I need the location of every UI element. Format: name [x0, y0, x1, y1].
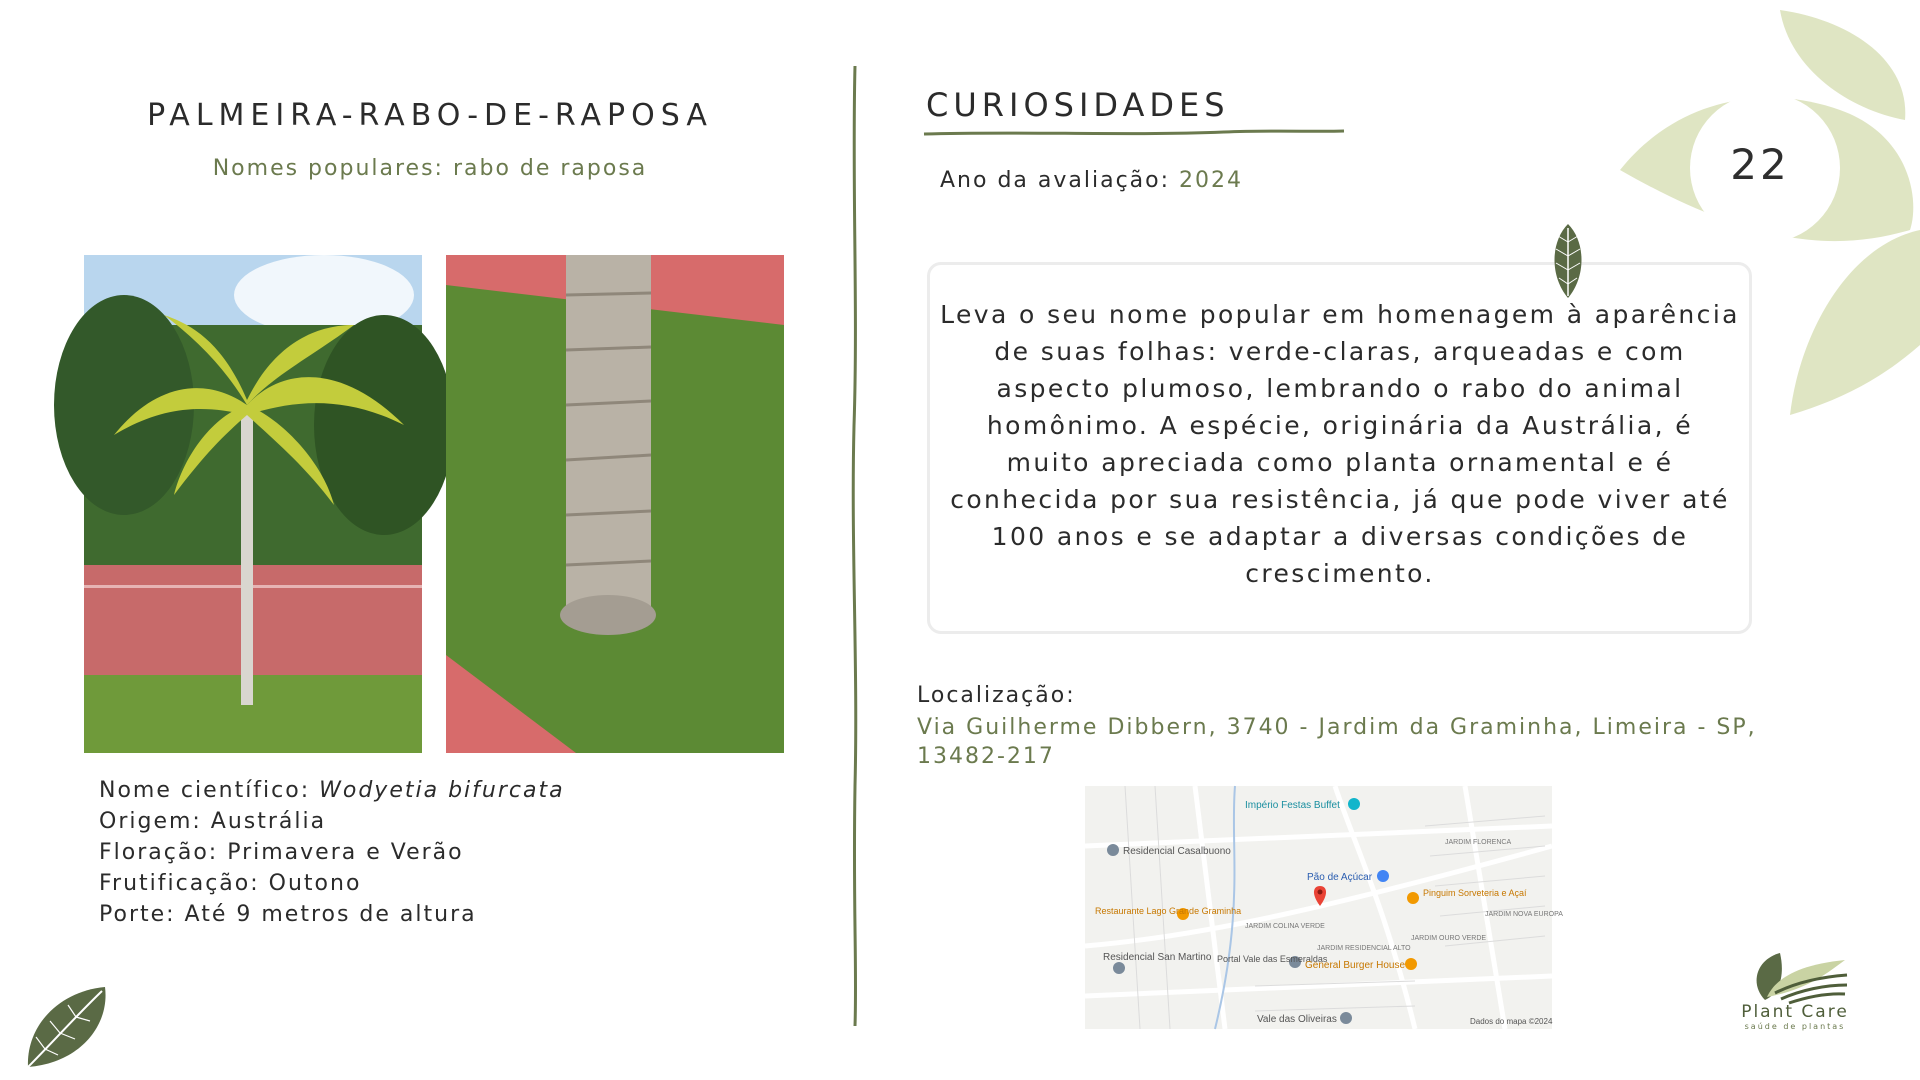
map-label-sanmartino: Residencial San Martino [1103, 952, 1212, 963]
location-address: Via Guilherme Dibbern, 3740 - Jardim da Graminha, Limeira - SP, 13482-217 [917, 715, 1757, 769]
map-label-pao: Pão de Açúcar [1307, 872, 1373, 883]
map-label-residencial-alto: JARDIM RESIDENCIAL ALTO [1317, 945, 1411, 952]
plant-care-logo [1735, 945, 1855, 1005]
fact-label: Nome científico: [99, 778, 320, 803]
column-divider [850, 66, 860, 1026]
map-label-imperio: Império Festas Buffet [1245, 800, 1340, 811]
photo-palm-tree [84, 255, 422, 753]
map-credit: Dados do mapa ©2024 [1470, 1017, 1553, 1026]
fact-scientific-name [99, 775, 565, 806]
map-label-portal: Portal Vale das Esmeraldas [1217, 954, 1328, 964]
location-map[interactable] [1085, 786, 1563, 1029]
title-underline [924, 128, 1344, 138]
curiosidades-title: CURIOSIDADES [926, 86, 1230, 124]
brand-name: Plant Care [1741, 1002, 1849, 1022]
map-label-pinguim: Pinguim Sorveteria e Açaí [1423, 888, 1527, 898]
map-label-restaurante: Restaurante Lago Grande Graminha [1095, 906, 1242, 916]
location-label: Localização: [917, 683, 1076, 708]
leaf-icon [20, 985, 110, 1070]
fact-flowering: Floração: Primavera e Verão [99, 840, 464, 865]
map-label-burger: General Burger House [1305, 960, 1406, 971]
plant-title: PALMEIRA-RABO-DE-RAPOSA [147, 98, 713, 133]
map-label-nova-europa: JARDIM NOVA EUROPA [1485, 911, 1563, 918]
year-label: Ano da avaliação: [940, 168, 1180, 193]
evaluation-year [940, 168, 1243, 193]
map-label-florenca: JARDIM FLORENCA [1445, 839, 1512, 846]
fact-fruiting: Frutificação: Outono [99, 871, 362, 896]
fact-origin: Origem: Austrália [99, 809, 327, 834]
photo-palm-trunk [446, 255, 784, 753]
leaf-icon [1548, 222, 1588, 300]
fact-size: Porte: Até 9 metros de altura [99, 902, 477, 927]
map-label-casalbuono: Residencial Casalbuono [1123, 846, 1231, 857]
map-label-ouro-verde: JARDIM OURO VERDE [1411, 935, 1487, 942]
map-label-oliveiras: Vale das Oliveiras [1257, 1014, 1337, 1025]
map-label-colina: JARDIM COLINA VERDE [1245, 923, 1325, 930]
plant-facts [99, 775, 565, 930]
scientific-name-value: Wodyetia bifurcata [319, 778, 565, 803]
curiosity-text: Leva o seu nome popular em homenagem à aparência de suas folhas: verde-claras, arqueadas e com aspecto plumoso, lembrando o rabo do animal homônimo. A espécie, originária da Austrália, é muito apreciada como planta ornamental e é conhecida por sua resistência, já que pode viver até 100 anos e se adaptar a diversas condições de crescimento. [940, 300, 1740, 588]
page-number: 22 [1730, 140, 1790, 189]
year-value: 2024 [1179, 168, 1244, 193]
brand-tagline: saúde de plantas [1744, 1022, 1846, 1031]
popular-names: Nomes populares: rabo de raposa [212, 156, 648, 181]
